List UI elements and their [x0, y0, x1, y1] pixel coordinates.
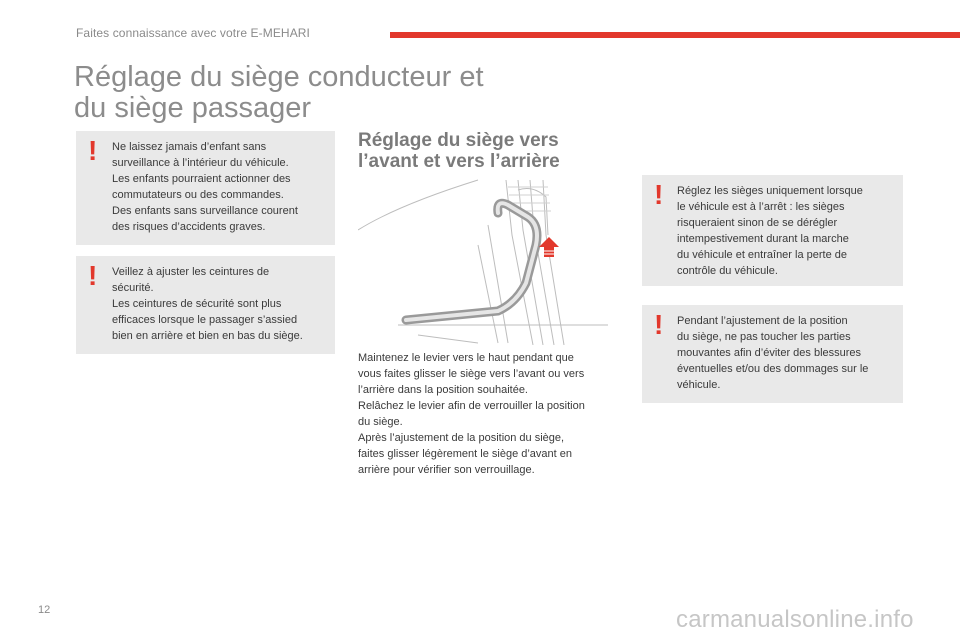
instructions-text: Maintenez le levier vers le haut pendant que vous faites glisser le siège vers l’avant ou vers l’arrière dans la position souhaitée. Relâchez le levier afin de verrouiller la position du siège. Après l’ajustement de la position du siège, faites glisser légèrement le siège d’avant en arrière pour vérifier son verrouillage. — [358, 352, 585, 476]
warning-text: Réglez les sièges uniquement lorsque le véhicule est à l’arrêt : les sièges risqueraient sinon de se dérégler intempestivement durant la marche du véhicule et entraîner la perte de contrôle du véhicule. — [677, 185, 863, 277]
warning-box-moving-parts — [642, 305, 903, 403]
arrow-up-icon — [539, 237, 559, 257]
warning-exclamation-icon: ! — [654, 179, 664, 210]
warning-exclamation-icon: ! — [654, 309, 664, 340]
warning-text: Pendant l’ajustement de la position du siège, ne pas toucher les parties mouvantes afin d’éviter des blessures éventuelles et/ou des dommages sur le véhicule. — [677, 315, 869, 391]
warning-text: Veillez à ajuster les ceintures de sécurité. Les ceintures de sécurité sont plus efficaces lorsque le passager s’assied bien en arrière et bien en bas du siège. — [112, 266, 303, 342]
header-red-bar — [390, 32, 960, 38]
watermark: carmanualsonline.info — [676, 606, 914, 633]
seat-lever-illustration — [358, 175, 616, 345]
warning-box-vehicle-stopped — [642, 175, 903, 286]
warning-exclamation-icon: ! — [88, 135, 98, 166]
header-section-label: Faites connaissance avec votre E-MEHARI — [76, 26, 310, 40]
warning-box-seatbelts — [76, 256, 335, 354]
warning-box-children — [76, 131, 335, 245]
seat-outline-lines — [358, 180, 608, 345]
warning-exclamation-icon: ! — [88, 260, 98, 291]
section-heading: Réglage du siège vers l’avant et vers l’arrière — [358, 130, 560, 172]
warning-text: Ne laissez jamais d’enfant sans surveillance à l’intérieur du véhicule. Les enfants pourraient actionner des commutateurs ou des commandes. Des enfants sans surveillance courent des risques d’accidents graves. — [112, 141, 298, 233]
page-number: 12 — [38, 604, 51, 616]
page-title: Réglage du siège conducteur et du siège passager — [74, 61, 484, 124]
